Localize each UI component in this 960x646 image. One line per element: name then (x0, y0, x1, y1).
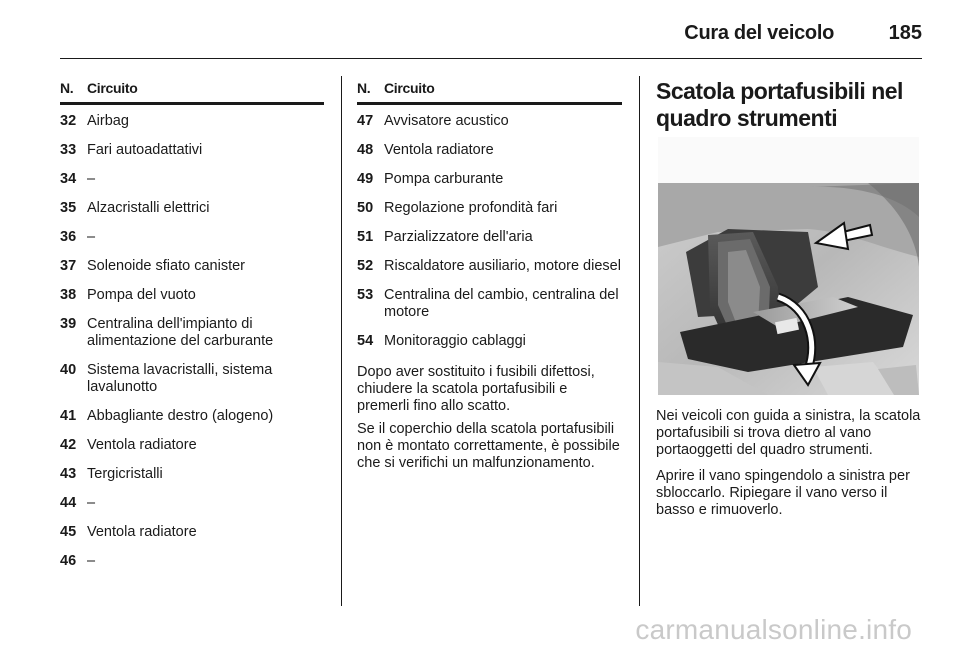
circuit-name: Ventola radiatore (384, 142, 494, 158)
table-row (357, 200, 622, 217)
circuit-name: Riscaldatore ausiliario, motore diesel (384, 258, 621, 274)
notes (357, 364, 622, 472)
circuit-name: Abbagliante destro (alogeno) (87, 408, 274, 424)
circuit-name: Sistema lavacristalli, sistema lavalunotto (87, 362, 273, 395)
table-body (357, 113, 622, 350)
table-row (357, 142, 622, 159)
fuse-number: 37 (60, 258, 77, 274)
circuit-name: Ventola radiatore (87, 524, 197, 540)
fuse-number: 34 (60, 171, 77, 187)
fuse-number: 52 (357, 258, 374, 274)
fuse-number: 36 (60, 229, 77, 245)
fuse-table-middle (357, 80, 622, 472)
section-paragraph: Nei veicoli con guida a sinistra, la scatola portafusibili si trova dietro al vano portaoggetti del quadro strumenti. (656, 408, 921, 458)
watermark: carmanualsonline.info (635, 614, 912, 645)
note-paragraph: Dopo aver sostituito i fusibili difettosi, chiudere la scatola portafusibili e premerli fino allo scatto. (357, 364, 595, 414)
page-number: 185 (888, 22, 922, 44)
table-row (60, 495, 324, 512)
fuse-number: 32 (60, 113, 77, 129)
table-row (357, 113, 622, 130)
circuit-name: Alzacristalli elettrici (87, 200, 210, 216)
column-header-number: N. (60, 80, 74, 96)
circuit-name: Centralina dell'impianto di alimentazione del carburante (87, 316, 274, 349)
circuit-name: Avvisatore acustico (384, 113, 509, 129)
circuit-name: – (87, 495, 96, 511)
table-row (60, 362, 324, 396)
column-header-circuit: Circuito (384, 80, 435, 96)
table-row (357, 333, 622, 350)
table-row (60, 408, 324, 425)
circuit-name: Airbag (87, 113, 129, 129)
table-row (60, 524, 324, 541)
fuse-number: 33 (60, 142, 77, 158)
fuse-box-photo (658, 137, 919, 395)
column-divider (639, 76, 640, 606)
table-row (60, 229, 324, 246)
fuse-number: 44 (60, 495, 77, 511)
circuit-name: Regolazione profondità fari (384, 200, 558, 216)
table-header (357, 80, 622, 105)
section-body (656, 408, 924, 519)
fuse-number: 40 (60, 362, 77, 378)
circuit-name: Pompa del vuoto (87, 287, 196, 303)
note-paragraph: Se il coperchio della scatola portafusibili non è montato correttamente, è possibile che si verifichi un malfunzionamento. (357, 421, 620, 471)
circuit-name: Pompa carburante (384, 171, 504, 187)
table-row (60, 437, 324, 454)
fuse-number: 48 (357, 142, 374, 158)
fuse-number: 35 (60, 200, 77, 216)
table-row (60, 287, 324, 304)
table-row (60, 113, 324, 130)
fuse-number: 45 (60, 524, 77, 540)
table-row (60, 200, 324, 217)
circuit-name: Ventola radiatore (87, 437, 197, 453)
fuse-box-illustration (658, 137, 919, 395)
circuit-name: – (87, 171, 96, 187)
table-body (60, 113, 324, 570)
column-header-circuit: Circuito (87, 80, 138, 96)
fuse-number: 53 (357, 287, 374, 303)
table-row (60, 316, 324, 350)
circuit-name: – (87, 553, 96, 569)
fuse-number: 54 (357, 333, 374, 349)
table-row (60, 553, 324, 570)
fuse-number: 42 (60, 437, 77, 453)
fuse-number: 43 (60, 466, 77, 482)
table-row (357, 287, 622, 321)
section-title: Scatola portafusibili nel quadro strumenti (656, 78, 903, 131)
circuit-name: Solenoide sfiato canister (87, 258, 245, 274)
table-row (357, 229, 622, 246)
fuse-number: 49 (357, 171, 374, 187)
table-row (60, 142, 324, 159)
column-divider (341, 76, 342, 606)
fuse-number: 39 (60, 316, 77, 332)
fuse-number: 47 (357, 113, 374, 129)
fuse-number: 51 (357, 229, 374, 245)
column-header-number: N. (357, 80, 371, 96)
circuit-name: Fari autoadattativi (87, 142, 203, 158)
table-header (60, 80, 324, 105)
fuse-number: 50 (357, 200, 374, 216)
fuse-number: 38 (60, 287, 77, 303)
circuit-name: Tergicristalli (87, 466, 163, 482)
table-row (357, 258, 622, 275)
page-header (60, 18, 922, 59)
fuse-table-left (60, 80, 324, 570)
circuit-name: – (87, 229, 96, 245)
table-row (357, 171, 622, 188)
chapter-title: Cura del veicolo (684, 22, 834, 44)
table-row (60, 258, 324, 275)
fuse-number: 46 (60, 553, 77, 569)
circuit-name: Centralina del cambio, centralina del motore (384, 287, 619, 320)
circuit-name: Parzializzatore dell'aria (384, 229, 533, 245)
circuit-name: Monitoraggio cablaggi (384, 333, 526, 349)
table-row (60, 171, 324, 188)
section-paragraph: Aprire il vano spingendolo a sinistra per sbloccarlo. Ripiegare il vano verso il basso e rimuoverlo. (656, 468, 910, 518)
table-row (60, 466, 324, 483)
fuse-number: 41 (60, 408, 77, 424)
